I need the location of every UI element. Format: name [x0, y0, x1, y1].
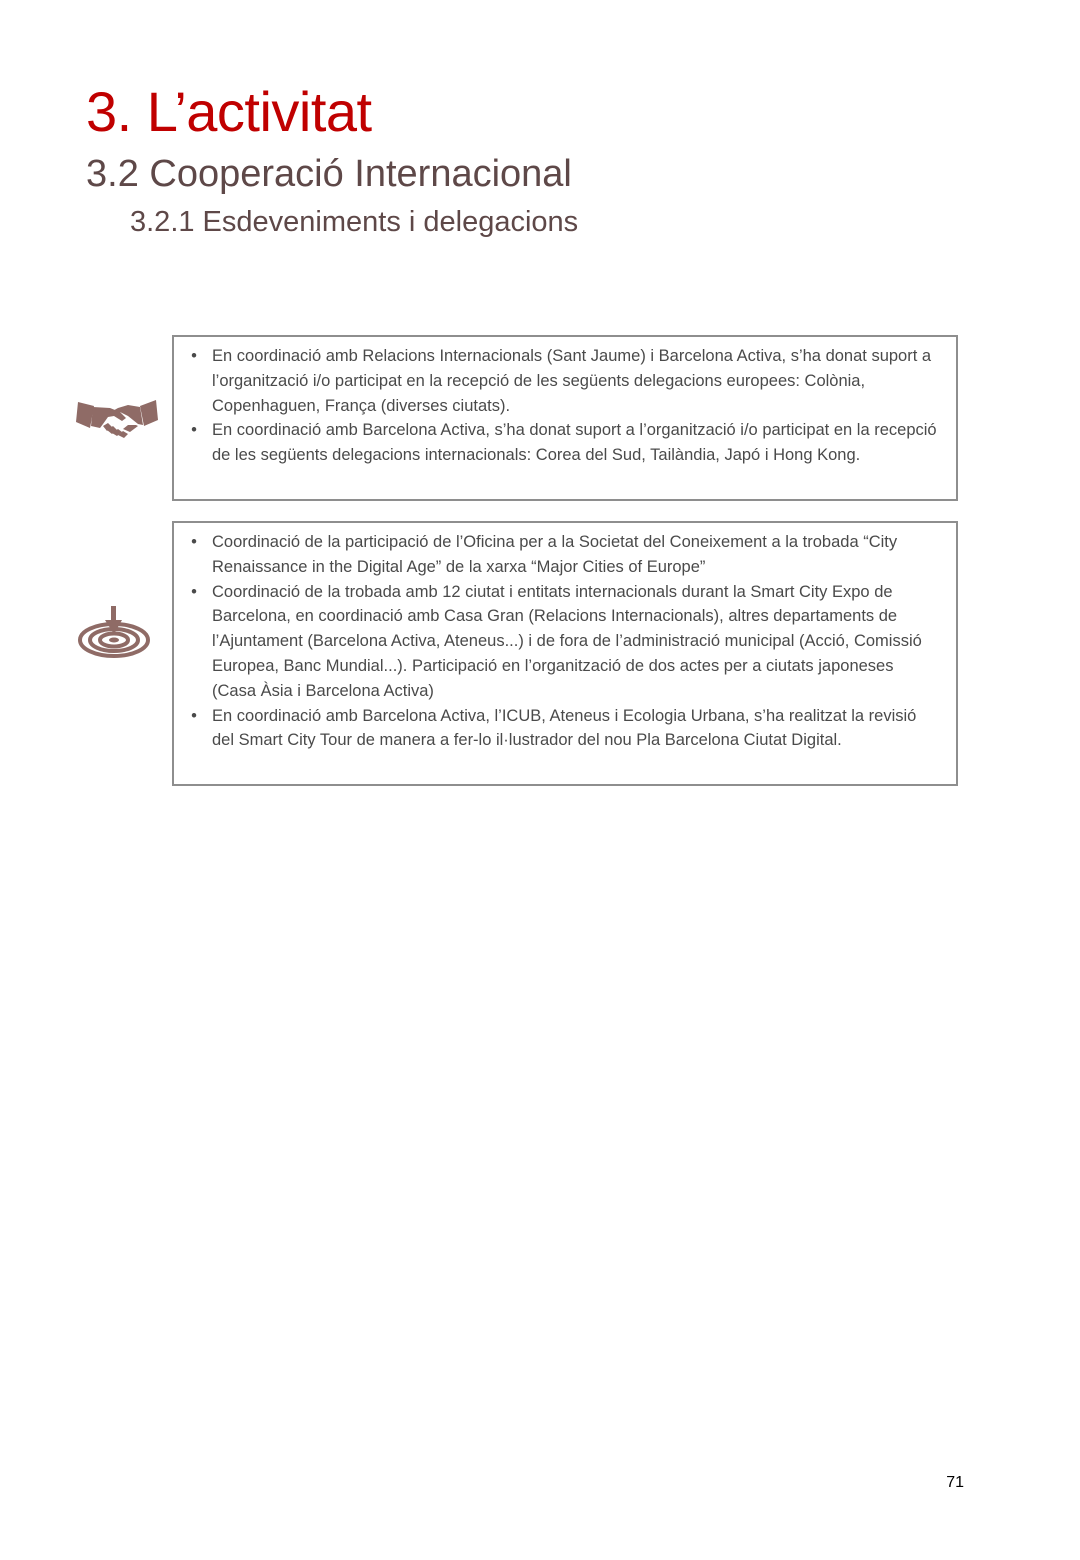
delegations-box: [172, 335, 958, 501]
bullet-icon: •: [191, 533, 197, 551]
bullet-icon: •: [191, 347, 197, 365]
bullet-icon: •: [191, 582, 197, 601]
target-icon-svg: [76, 606, 154, 660]
list-item-text: Coordinació de la participació de l’Oficina per a la Societat del Coneixement a la trobada “City Renaissance in the Digital Age” de la xarxa “Major Cities of Europe”: [212, 533, 898, 576]
delegations-list: [182, 344, 942, 468]
list-item: [182, 704, 942, 754]
subsection-title: 3.2.1 Esdeveniments i delegacions: [130, 206, 579, 238]
list-item: [182, 580, 942, 704]
target-icon: [76, 606, 154, 660]
list-item: [182, 530, 942, 580]
events-list: [182, 530, 942, 753]
list-item: [182, 344, 942, 418]
bullet-icon: •: [191, 421, 197, 440]
bullet-icon: •: [191, 706, 197, 725]
list-item-text: En coordinació amb Barcelona Activa, s’ha donat suport a l’organització i/o participat en la recepció de les següents delegacions internacionals: Corea del Sud, Tailàndia, Japó i Hong Kong.: [212, 421, 937, 465]
handshake-icon: [76, 396, 158, 440]
list-item-text: En coordinació amb Barcelona Activa, l’ICUB, Ateneus i Ecologia Urbana, s’ha realitzat la revisió del Smart City Tour de manera a fer-lo il·lustrador del nou Pla Barcelona Ciutat Digital.: [212, 706, 917, 750]
chapter-title: 3. L’activitat: [86, 80, 372, 143]
page-number: 71: [946, 1474, 964, 1491]
handshake-icon-svg: [76, 396, 158, 440]
list-item-text: Coordinació de la trobada amb 12 ciutat i entitats internacionals durant la Smart City Expo de Barcelona, en coordinació amb Casa Gran (Relacions Internacionals), altres departaments de l’Ajuntament (Barcelona Activa, Ateneus...) i de fora de l’administració municipal (Acció, Comissió Europea, Banc Mundial...). Participació en l’organització de dos actes per a ciutats japoneses (Casa Àsia i Barcelona Activa): [212, 582, 922, 700]
list-item-text: En coordinació amb Relacions Internacionals (Sant Jaume) i Barcelona Activa, s’ha donat suport a l’organització i/o participat en la recepció de les següents delegacions europees: Colònia, Copenhaguen, França (diverses ciutats).: [212, 347, 932, 415]
list-item: [182, 418, 942, 468]
events-box: [172, 521, 958, 786]
section-title: 3.2 Cooperació Internacional: [86, 153, 572, 195]
